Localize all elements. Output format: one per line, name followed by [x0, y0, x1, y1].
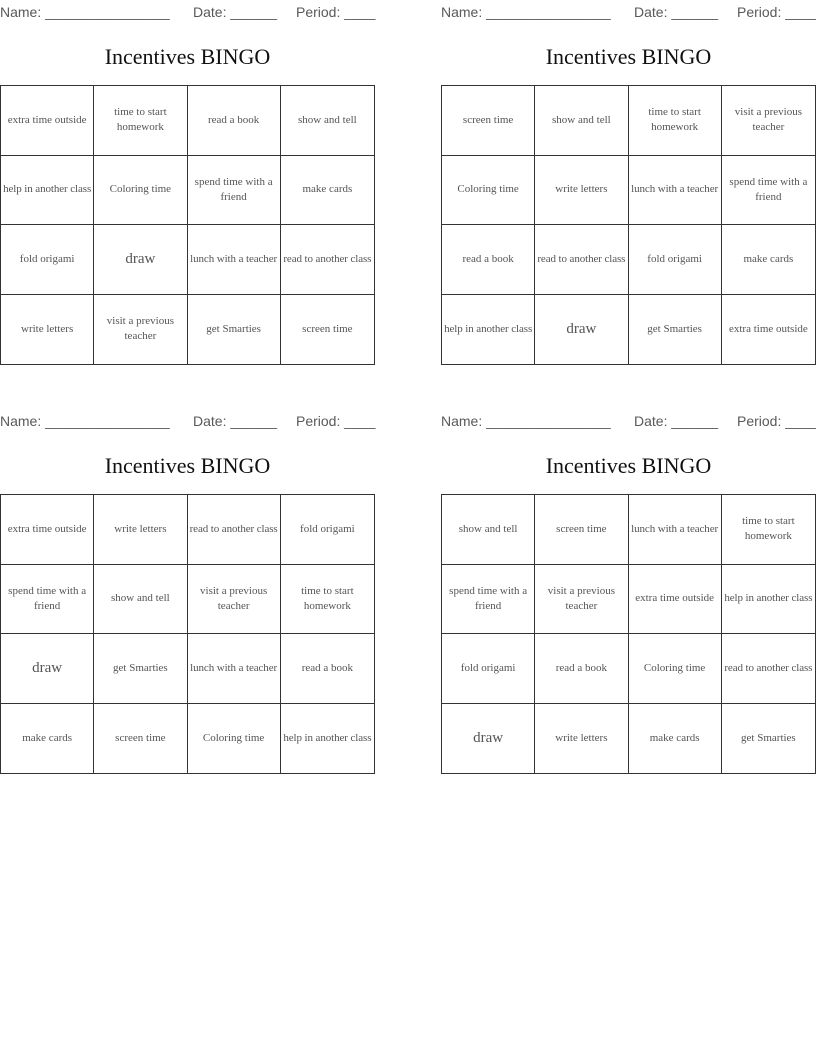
bingo-cell: read to another class	[535, 225, 628, 295]
bingo-cell: lunch with a teacher	[629, 495, 722, 565]
bingo-cell: lunch with a teacher	[629, 156, 722, 226]
bingo-cell: get Smarties	[94, 634, 187, 704]
bingo-cell: draw	[535, 295, 628, 365]
card-header	[0, 413, 376, 431]
bingo-grid	[441, 494, 816, 774]
bingo-cell: read a book	[188, 86, 281, 156]
bingo-cell: extra time outside	[728, 322, 808, 335]
date-label: Date: ______	[634, 4, 719, 20]
period-label: Period: ____	[737, 413, 816, 429]
bingo-cell: write letters	[94, 495, 187, 565]
bingo-cell: Coloring time	[188, 704, 281, 774]
name-label: Name: ________________	[0, 413, 170, 429]
bingo-cell: help in another class	[1, 156, 94, 226]
period-label: Period: ____	[296, 4, 376, 20]
period-label: Period: ____	[296, 413, 376, 429]
bingo-cell: visit a previous teacher	[722, 86, 815, 156]
card-header	[0, 4, 376, 22]
bingo-cell: Coloring time	[442, 156, 535, 226]
bingo-cell: spend time with a friend	[442, 565, 535, 635]
period-label: Period: ____	[737, 4, 816, 20]
bingo-cell: time to start homework	[94, 86, 187, 156]
bingo-cell: extra time outside	[1, 86, 94, 156]
bingo-cell: extra time outside	[629, 565, 722, 635]
bingo-cell: extra time outside	[1, 495, 94, 565]
bingo-card-2	[441, 2, 816, 365]
bingo-cell: spend time with a friend	[188, 156, 281, 226]
card-title: Incentives BINGO	[104, 44, 271, 69]
bingo-cell: visit a previous teacher	[188, 565, 281, 635]
bingo-cell: visit a previous teacher	[94, 295, 187, 365]
bingo-cell: make cards	[722, 225, 815, 295]
bingo-cell: fold origami	[442, 634, 535, 704]
bingo-cell: get Smarties	[188, 295, 281, 365]
bingo-cell: write letters	[535, 156, 628, 226]
bingo-cell: read a book	[535, 634, 628, 704]
bingo-cell: time to start homework	[281, 565, 374, 635]
bingo-cell: spend time with a friend	[722, 156, 815, 226]
card-title: Incentives BINGO	[545, 453, 712, 478]
bingo-cell: draw	[1, 634, 94, 704]
bingo-cell: make cards	[281, 156, 374, 226]
bingo-cell: Coloring time	[629, 634, 722, 704]
bingo-cell: screen time	[302, 322, 353, 335]
name-label: Name: ________________	[441, 413, 611, 429]
bingo-cell: make cards	[629, 704, 722, 774]
date-label: Date: ______	[193, 4, 278, 20]
bingo-cell: time to start homework	[722, 495, 815, 565]
bingo-cell: get Smarties	[629, 295, 722, 365]
bingo-cell: fold origami	[1, 225, 94, 295]
card-title: Incentives BINGO	[104, 453, 271, 478]
bingo-cell: fold origami	[629, 225, 722, 295]
bingo-cell: visit a previous teacher	[535, 565, 628, 635]
bingo-cell: get Smarties	[741, 731, 796, 744]
bingo-cell: screen time	[442, 86, 535, 156]
bingo-cell: fold origami	[281, 495, 374, 565]
bingo-cell: read to another class	[722, 634, 815, 704]
bingo-grid	[441, 85, 816, 365]
bingo-card-1	[0, 2, 375, 365]
bingo-cell: draw	[94, 225, 187, 295]
bingo-cell: read a book	[281, 634, 374, 704]
card-header	[441, 413, 816, 431]
date-label: Date: ______	[634, 413, 719, 429]
date-label: Date: ______	[193, 413, 278, 429]
bingo-cell: read a book	[442, 225, 535, 295]
bingo-cell: show and tell	[535, 86, 628, 156]
bingo-cell: show and tell	[94, 565, 187, 635]
bingo-grid	[0, 494, 375, 774]
bingo-cell: time to start homework	[629, 86, 722, 156]
bingo-cell: Coloring time	[94, 156, 187, 226]
card-header	[441, 4, 816, 22]
bingo-card-4	[441, 411, 816, 774]
bingo-cell: read to another class	[188, 495, 281, 565]
bingo-cell: screen time	[94, 704, 187, 774]
name-label: Name: ________________	[441, 4, 611, 20]
card-title: Incentives BINGO	[545, 44, 712, 69]
bingo-cell: write letters	[535, 704, 628, 774]
bingo-cell: write letters	[1, 295, 94, 365]
bingo-cell: make cards	[1, 704, 94, 774]
bingo-cell: show and tell	[442, 495, 535, 565]
bingo-card-3	[0, 411, 375, 774]
bingo-cell: screen time	[535, 495, 628, 565]
bingo-cell: spend time with a friend	[1, 565, 94, 635]
name-label: Name: ________________	[0, 4, 170, 20]
bingo-cell: lunch with a teacher	[188, 634, 281, 704]
bingo-cell: draw	[442, 704, 535, 774]
bingo-cell: help in another class	[722, 565, 815, 635]
bingo-cell: show and tell	[281, 86, 374, 156]
bingo-cell: read to another class	[281, 225, 374, 295]
bingo-grid	[0, 85, 375, 365]
bingo-cell: help in another class	[442, 295, 535, 365]
bingo-cell: help in another class	[283, 731, 372, 744]
bingo-cell: lunch with a teacher	[188, 225, 281, 295]
